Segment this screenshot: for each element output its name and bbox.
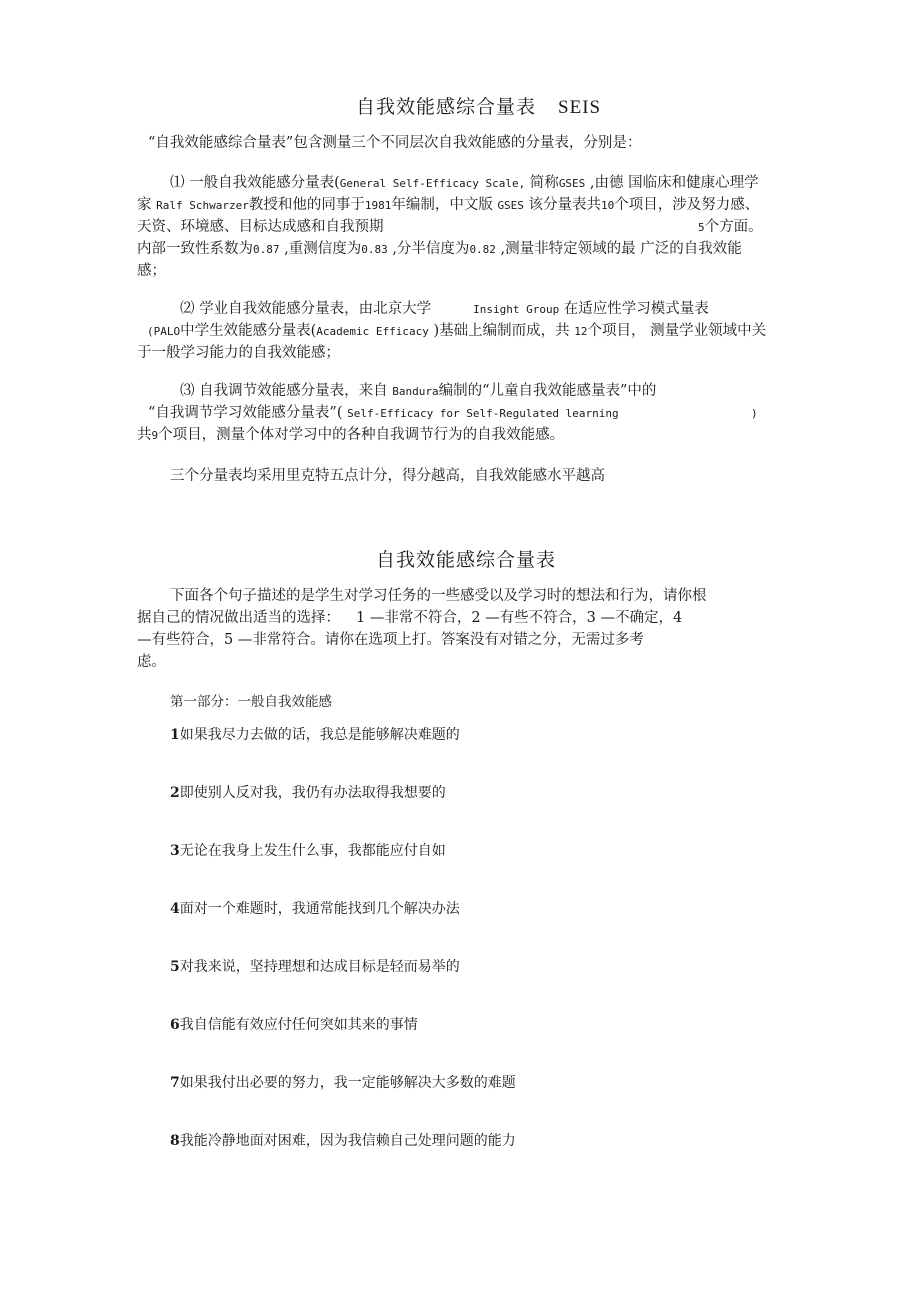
p3-line2-close: ) — [751, 407, 758, 420]
item-number: 1 — [170, 727, 180, 743]
summary-text: 三个分量表均采用里克特五点计分，得分越高，自我效能感水平越高 — [170, 468, 605, 484]
p1-line4: 内部一致性系数为0.87 ,重测信度为0.83 ,分半信度为0.82 ,测量非特定领域的最 广泛的自我效能 — [137, 241, 742, 257]
item-text: 我自信能有效应付任何突如其来的事情 — [179, 1017, 418, 1033]
page-title — [356, 92, 601, 119]
item-number: 4 — [170, 901, 180, 917]
item-text: 如果我尽力去做的话，我总是能够解决难题的 — [179, 727, 460, 743]
item-number: 2 — [170, 785, 180, 801]
p2-line1: ⑵ 学业自我效能感分量表，由北京大学 Insight Group 在适应性学习模式量表 — [180, 301, 709, 317]
item-2 — [170, 782, 446, 802]
title-en: SEIS — [558, 97, 602, 118]
p3-line1: ⑶ 自我调节效能感分量表，来自 Bandura编制的“儿童自我效能感量表”中的 — [180, 383, 657, 399]
item-3 — [170, 840, 446, 860]
instr-line1: 下面各个句子描述的是学生对学习任务的一些感受以及学习时的想法和行为，请你根 — [170, 588, 707, 604]
item-text: 我能冷静地面对困难，因为我信赖自己处理问题的能力 — [179, 1133, 516, 1149]
p1-line2: 家 Ralf Schwarzer教授和他的同事于1981年编制，中文版 GSES 该分量表共10个项目，涉及努力感、 — [137, 197, 760, 213]
item-6 — [170, 1014, 418, 1034]
item-number: 5 — [170, 959, 180, 975]
item-5 — [170, 956, 460, 976]
item-text: 对我来说，坚持理想和达成目标是轻而易举的 — [179, 959, 460, 975]
section-title: 自我效能感综合量表 — [376, 549, 557, 571]
p1-line1: ⑴ 一般自我效能感分量表(General Self-Efficacy Scale, 简称GSES ,由德 国临床和健康心理学 — [170, 175, 759, 191]
p1-line5: 感； — [137, 263, 166, 279]
p1-line3b: 5个方面。 — [698, 219, 763, 235]
p1-line3a: 天资、环境感、目标达成感和自我预期 — [137, 219, 384, 235]
item-1 — [170, 724, 460, 744]
p2-line3: 于一般学习能力的自我效能感； — [137, 345, 340, 361]
title-cn: 自我效能感综合量表 — [356, 96, 537, 118]
item-number: 7 — [170, 1075, 180, 1091]
item-number: 6 — [170, 1017, 180, 1033]
p3-line2: “自我调节学习效能感分量表”( Self-Efficacy for Self-Regulated learning — [148, 405, 619, 421]
item-4 — [170, 898, 460, 918]
p3-line3: 共9个项目，测量个体对学习中的各种自我调节行为的自我效能感。 — [137, 427, 565, 443]
item-8 — [170, 1130, 516, 1150]
instr-line3: —有些符合，5 —非常符合。请你在选项上打。答案没有对错之分，无需过多考 — [137, 632, 644, 648]
intro-text: “自我效能感综合量表”包含测量三个不同层次自我效能感的分量表，分别是： — [148, 135, 642, 151]
p2-line2: (PALO中学生效能感分量表(Academic Efficacy )基础上编制而成，共 12个项目， 测量学业领域中关 — [147, 323, 767, 339]
item-7 — [170, 1072, 516, 1092]
item-text: 面对一个难题时，我通常能找到几个解决办法 — [179, 901, 460, 917]
item-text: 如果我付出必要的努力，我一定能够解决大多数的难题 — [179, 1075, 516, 1091]
item-number: 3 — [170, 843, 180, 859]
item-number: 8 — [170, 1133, 180, 1149]
item-text: 即使别人反对我，我仍有办法取得我想要的 — [179, 785, 446, 801]
instr-line4: 虑。 — [137, 654, 166, 670]
part1-heading: 第一部分：一般自我效能感 — [170, 694, 332, 710]
instr-line2: 据自己的情况做出适当的选择： 1 —非常不符合，2 —有些不符合，3 —不确定，4 — [137, 610, 683, 626]
item-text: 无论在我身上发生什么事，我都能应付自如 — [179, 843, 446, 859]
